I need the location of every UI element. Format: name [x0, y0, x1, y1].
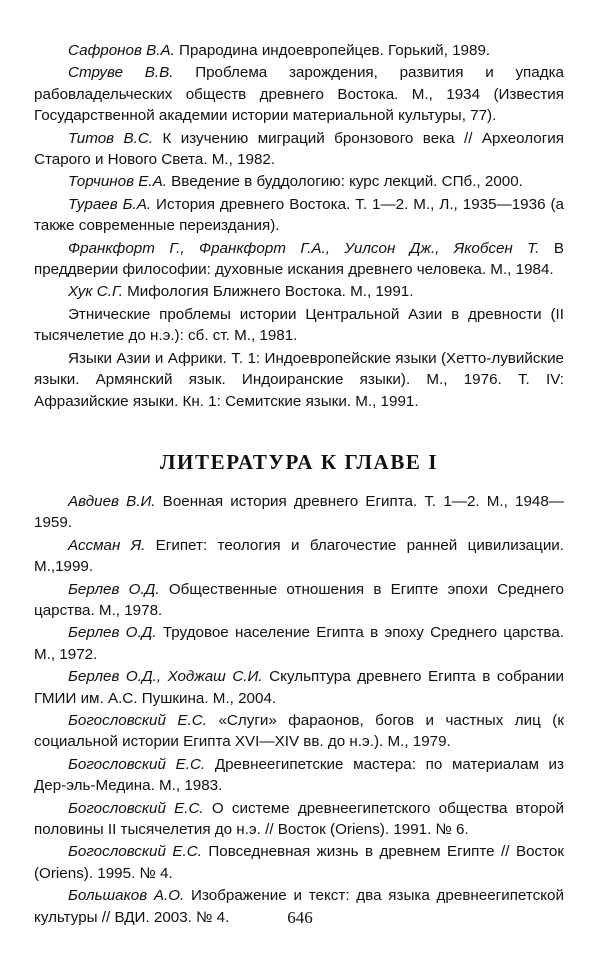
bibliography-entry	[34, 666, 564, 709]
bibliography-entry	[34, 841, 564, 884]
entry-author: Франкфорт Г., Франкфорт Г.А., Уилсон Дж., Якобсен Т.	[68, 239, 540, 257]
entry-text: Проблема зарождения, развития и упадка рабовладельческих обществ древнего Востока. М., 1934 (Известия Государственной академии истории материальной культуры, 77).	[34, 64, 564, 125]
entry-author: Берлев О.Д.	[68, 580, 160, 598]
bibliography-entry	[34, 171, 564, 192]
entry-author: Авдиев В.И.	[68, 492, 156, 510]
entry-author: Богословский Е.С.	[68, 799, 204, 817]
entry-author: Богословский Е.С.	[68, 843, 202, 861]
entry-text: Введение в буддологию: курс лекций. СПб., 2000.	[166, 173, 523, 191]
bibliography-continued	[34, 40, 564, 412]
entry-text: О системе древнеегипетского общества второй половины II тысячелетия до н.э. // Восток (Oriens). 1991. № 6.	[34, 799, 564, 838]
entry-author: Большаков А.О.	[68, 887, 185, 905]
entry-text: Повседневная жизнь в древнем Египте // Восток (Oriens). 1995. № 4.	[34, 843, 564, 882]
entry-author: Берлев О.Д., Ходжаш С.И.	[68, 668, 263, 686]
entry-text: Прародина индоевропейцев. Горький, 1989.	[174, 42, 491, 59]
bibliography-entry	[34, 194, 564, 237]
entry-text: Трудовое население Египта в эпоху Среднего царства. М., 1972.	[34, 624, 564, 663]
bibliography-entry	[34, 710, 564, 753]
entry-author: Тураев Б.А.	[68, 195, 152, 213]
entry-text: История древнего Востока. Т. 1—2. М., Л., 1935—1936 (а также современные переиздания).	[34, 195, 564, 235]
entry-author: Торчинов Е.А.	[68, 173, 167, 191]
bibliography-entry	[34, 348, 564, 412]
entry-text: Мифология Ближнего Востока. М., 1991.	[122, 283, 414, 301]
entry-author: Богословский Е.С.	[68, 711, 207, 729]
entry-text: Скульптура древнего Египта в собрании ГМИИ им. А.С. Пушкина. М., 2004.	[34, 668, 564, 707]
entry-author: Сафронов В.А.	[68, 42, 175, 59]
bibliography-entry	[34, 535, 564, 578]
entry-author: Струве В.В.	[68, 64, 174, 82]
entry-text: К изучению миграций бронзового века // Археология Старого и Нового Света. М., 1982.	[34, 129, 564, 169]
entry-text: Египет: теология и благочестие ранней цивилизации. М.,1999.	[34, 536, 565, 576]
bibliography-entry	[34, 491, 564, 534]
entry-text: Этнические проблемы истории Центральной Азии в древности (II тысячелетие до н.э.): сб. ст. М., 1981.	[34, 305, 564, 345]
entry-author: Ассман Я.	[68, 536, 146, 554]
bibliography-chapter-1	[34, 491, 564, 928]
entry-author: Хук С.Г.	[68, 283, 123, 301]
entry-author: Богословский Е.С.	[68, 755, 206, 773]
entry-author: Берлев О.Д.	[68, 624, 157, 642]
entry-text: Языки Азии и Африки. Т. 1: Индоевропейские языки (Хетто-лувийские языки. Армянский язык. Индоиранские языки). М., 1976. Т. IV: Афразийские языки. Кн. 1: Семитские языки. М., 1991.	[34, 349, 564, 410]
bibliography-entry	[34, 798, 564, 841]
bibliography-entry	[34, 62, 564, 126]
entry-text: В преддверии философии: духовные искания древнего человека. М., 1984.	[34, 239, 564, 279]
bibliography-entry	[34, 622, 564, 665]
chapter-heading: ЛИТЕРАТУРА К ГЛАВЕ I	[159, 449, 439, 474]
page-number: 646	[287, 908, 313, 927]
bibliography-entry	[34, 754, 564, 797]
entry-text: Изображение и текст: два языка древнеегипетской культуры // ВДИ. 2003. № 4.	[34, 887, 564, 926]
bibliography-entry	[34, 128, 564, 171]
entry-text: «Слуги» фараонов, богов и частных лиц (к социальной истории Египта XVI—XIV вв. до н.э.). М., 1979.	[34, 711, 564, 751]
entry-text: Древнеегипетские мастера: по материалам из Дер-эль-Медина. М., 1983.	[34, 755, 564, 795]
page-body	[34, 40, 564, 929]
bibliography-entry	[34, 579, 564, 622]
entry-author: Титов В.С.	[68, 129, 154, 147]
entry-text: Военная история древнего Египта. Т. 1—2. М., 1948—1959.	[34, 492, 564, 532]
bibliography-entry	[34, 281, 564, 302]
bibliography-entry	[34, 304, 564, 347]
entry-text: Общественные отношения в Египте эпохи Среднего царства. М., 1978.	[34, 580, 564, 619]
bibliography-entry	[34, 40, 564, 61]
bibliography-entry	[34, 238, 564, 281]
